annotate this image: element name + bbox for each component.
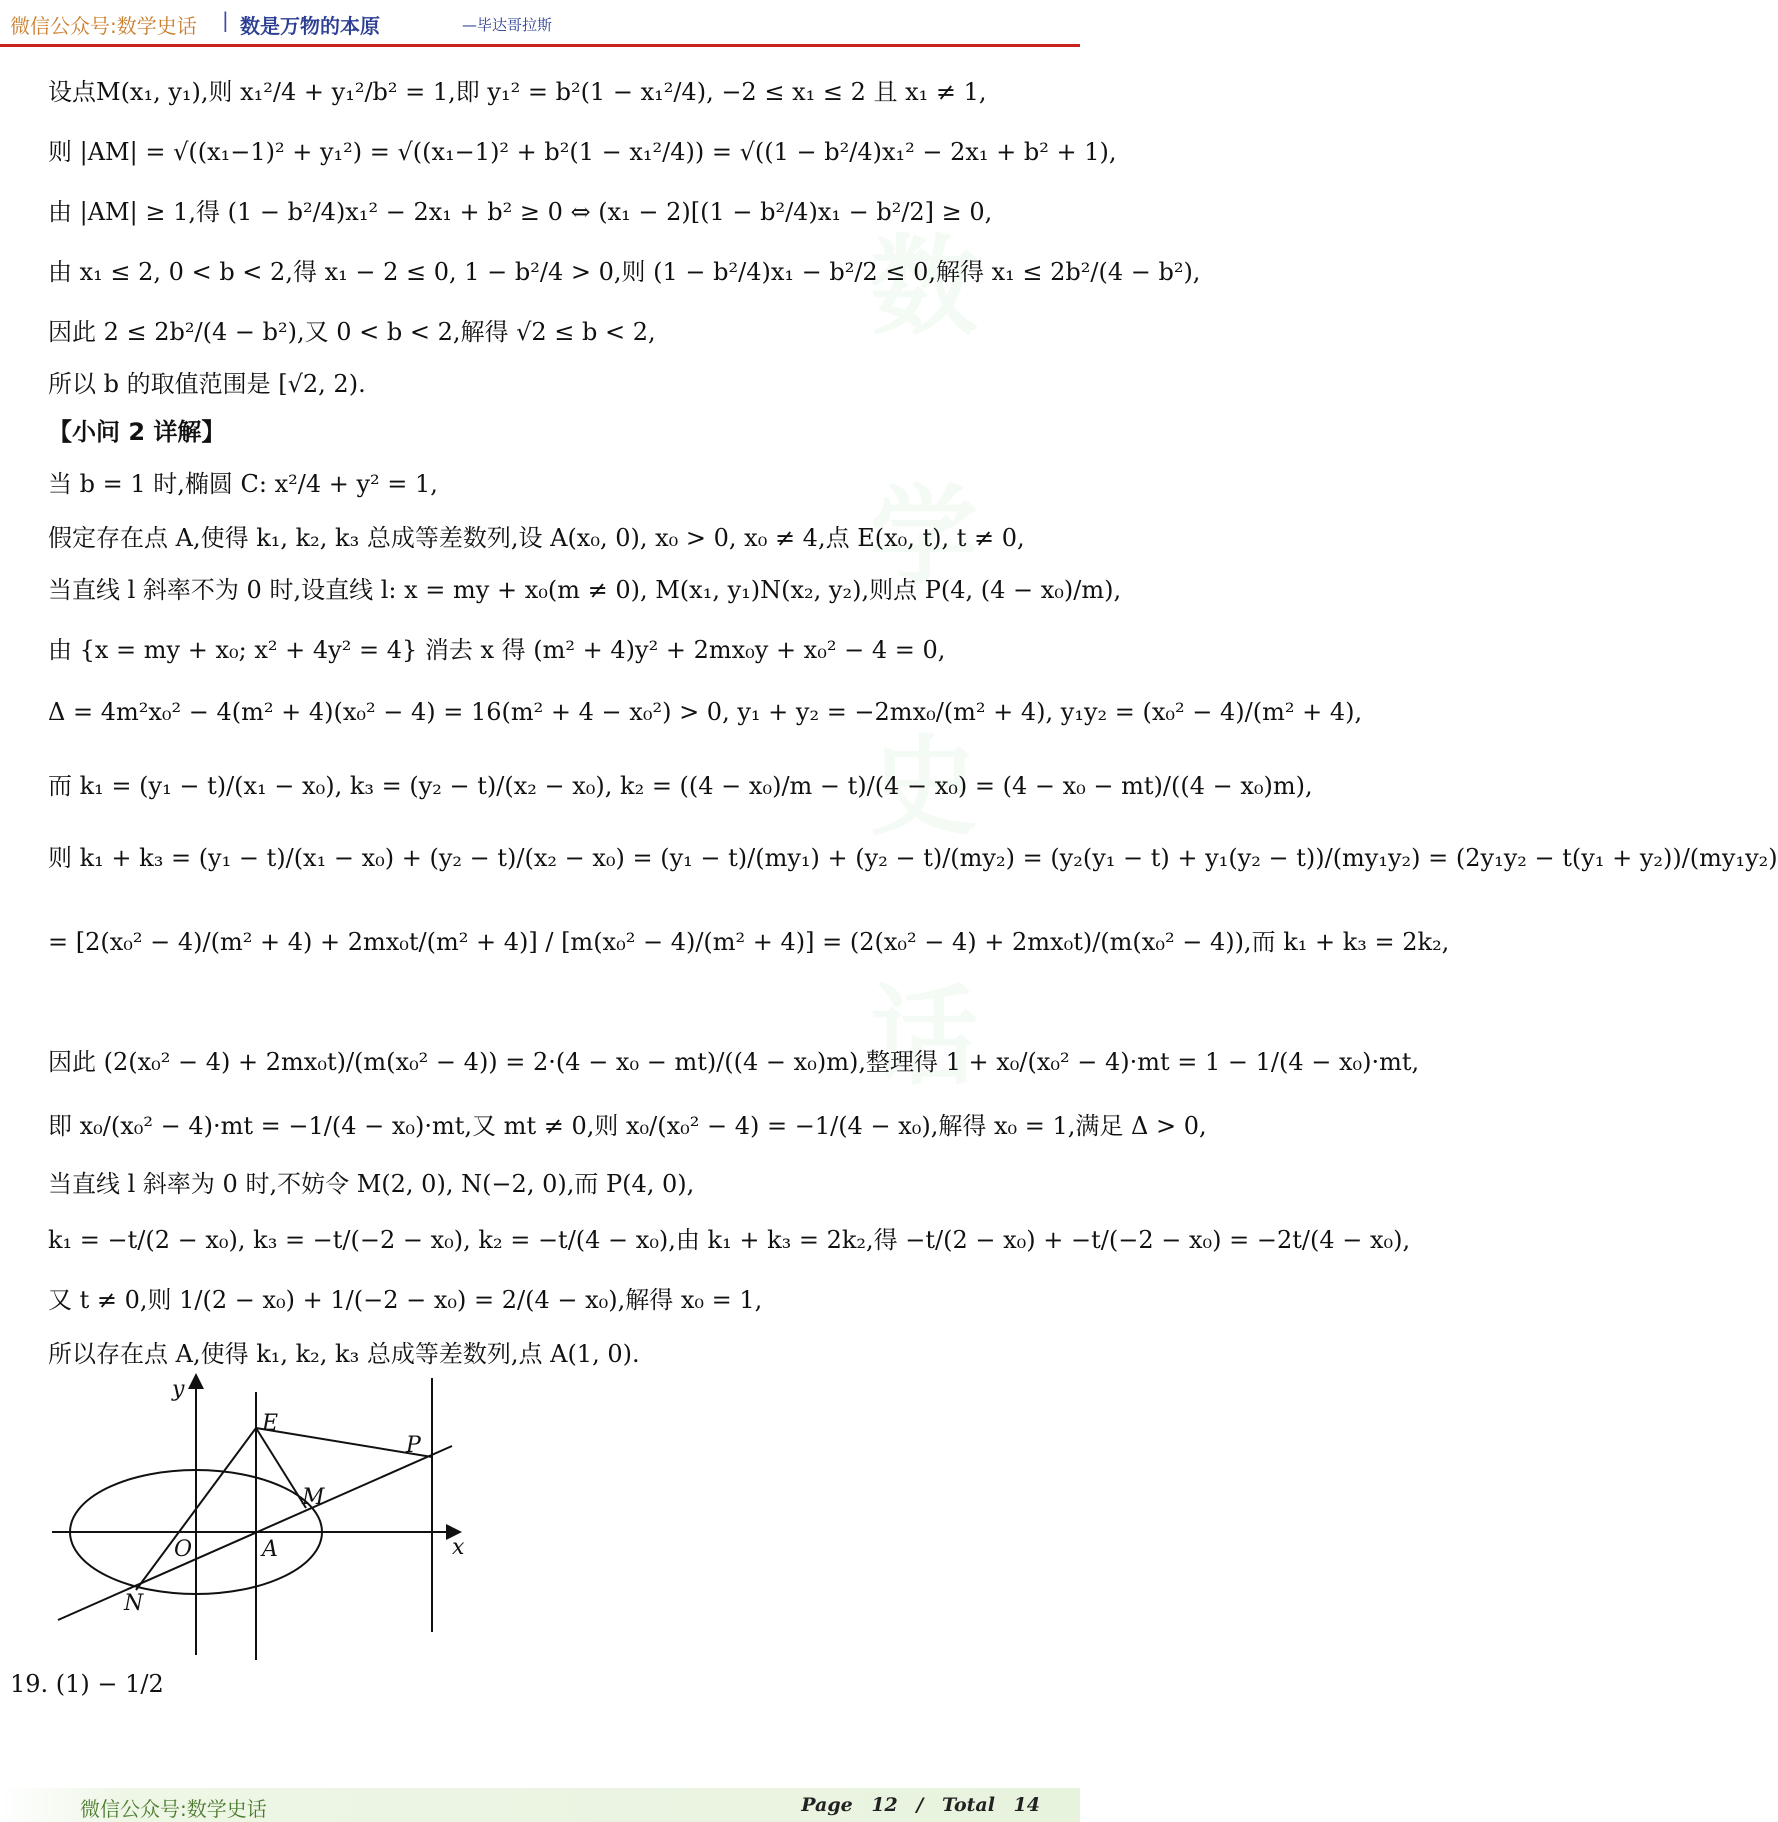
watermark-char: 史 bbox=[870, 725, 979, 850]
next-question: 19. (1) − 1/2 bbox=[10, 1670, 164, 1698]
label-x: x bbox=[452, 1535, 465, 1560]
section-heading: 【小问 2 详解】 bbox=[48, 418, 226, 446]
page-indicator bbox=[789, 1794, 1040, 1816]
solution-line: 设点M(x₁, y₁),则 x₁²/4 + y₁²/b² = 1,即 y₁² = b²(1 − x₁²/4), −2 ≤ x₁ ≤ 2 且 x₁ ≠ 1, bbox=[48, 78, 987, 106]
ellipse-diagram bbox=[40, 1370, 480, 1660]
page-label: Page bbox=[801, 1794, 853, 1816]
watermark-char: 数 bbox=[870, 225, 979, 350]
solution-line: 当直线 l 斜率为 0 时,不妨令 M(2, 0), N(−2, 0),而 P(4, 0), bbox=[48, 1170, 695, 1198]
label-E: E bbox=[262, 1411, 279, 1436]
solution-line: 当 b = 1 时,椭圆 C: x²/4 + y² = 1, bbox=[48, 470, 438, 498]
header-account: 微信公众号:数学史话 bbox=[10, 14, 197, 38]
header-title: 数是万物的本原 bbox=[240, 14, 380, 38]
label-A: A bbox=[262, 1537, 278, 1562]
solution-line: 由 |AM| ≥ 1,得 (1 − b²/4)x₁² − 2x₁ + b² ≥ 0 ⇔ (x₁ − 2)[(1 − b²/4)x₁ − b²/2] ≥ 0, bbox=[48, 198, 993, 226]
solution-line: 当直线 l 斜率不为 0 时,设直线 l: x = my + x₀(m ≠ 0), M(x₁, y₁)N(x₂, y₂),则点 P(4, (4 − x₀)/m), bbox=[48, 576, 1122, 604]
solution-line: 即 x₀/(x₀² − 4)·mt = −1/(4 − x₀)·mt,又 mt ≠ 0,则 x₀/(x₀² − 4) = −1/(4 − x₀),解得 x₀ = 1,满足 Δ > 0, bbox=[48, 1112, 1207, 1140]
page-number: 12 bbox=[871, 1794, 898, 1816]
solution-line: = [2(x₀² − 4)/(m² + 4) + 2mx₀t/(m² + 4)] / [m(x₀² − 4)/(m² + 4)] = (2(x₀² − 4) + 2mx₀t)/(m(x₀² − 4)),而 k₁ + k₃ = 2k₂, bbox=[48, 928, 1450, 956]
footer-account: 微信公众号:数学史话 bbox=[80, 1797, 267, 1821]
header-separator: | bbox=[222, 8, 229, 32]
solution-line: 因此 2 ≤ 2b²/(4 − b²),又 0 < b < 2,解得 √2 ≤ b < 2, bbox=[48, 318, 656, 346]
solution-line: 则 k₁ + k₃ = (y₁ − t)/(x₁ − x₀) + (y₂ − t)/(x₂ − x₀) = (y₁ − t)/(my₁) + (y₂ − t)/(my₂) = (y₂(y₁ − t) + y₁(y₂ − t))/(my₁y₂) = (2y₁y₂ − t(y₁ + y₂))/(my₁y₂) bbox=[48, 844, 1778, 872]
solution-line: 假定存在点 A,使得 k₁, k₂, k₃ 总成等差数列,设 A(x₀, 0), x₀ > 0, x₀ ≠ 4,点 E(x₀, t), t ≠ 0, bbox=[48, 524, 1025, 552]
solution-line: 又 t ≠ 0,则 1/(2 − x₀) + 1/(−2 − x₀) = 2/(4 − x₀),解得 x₀ = 1, bbox=[48, 1286, 763, 1314]
label-M: M bbox=[302, 1485, 325, 1510]
watermark-char: 话 bbox=[870, 975, 979, 1100]
label-P: P bbox=[406, 1433, 421, 1458]
solution-line: 则 |AM| = √((x₁−1)² + y₁²) = √((x₁−1)² + b²(1 − x₁²/4)) = √((1 − b²/4)x₁² − 2x₁ + b² + 1), bbox=[48, 138, 1117, 166]
solution-line: 因此 (2(x₀² − 4) + 2mx₀t)/(m(x₀² − 4)) = 2·(4 − x₀ − mt)/((4 − x₀)m),整理得 1 + x₀/(x₀² − 4)·mt = 1 − 1/(4 − x₀)·mt, bbox=[48, 1048, 1420, 1076]
solution-line: 所以存在点 A,使得 k₁, k₂, k₃ 总成等差数列,点 A(1, 0). bbox=[48, 1340, 640, 1368]
solution-line: Δ = 4m²x₀² − 4(m² + 4)(x₀² − 4) = 16(m² + 4 − x₀²) > 0, y₁ + y₂ = −2mx₀/(m² + 4), y₁y₂ = (x₀² − 4)/(m² + 4), bbox=[48, 698, 1363, 726]
watermark-char: 学 bbox=[870, 475, 979, 600]
solution-line: 而 k₁ = (y₁ − t)/(x₁ − x₀), k₃ = (y₂ − t)/(x₂ − x₀), k₂ = ((4 − x₀)/m − t)/(4 − x₀) = (4 − x₀ − mt)/((4 − x₀)m), bbox=[48, 772, 1313, 800]
header-author: —毕达哥拉斯 bbox=[462, 16, 553, 34]
segment-EM bbox=[256, 1428, 306, 1508]
page-slash: / bbox=[916, 1794, 924, 1816]
solution-line: k₁ = −t/(2 − x₀), k₃ = −t/(−2 − x₀), k₂ = −t/(4 − x₀),由 k₁ + k₃ = 2k₂,得 −t/(2 − x₀) + −t/(−2 − x₀) = −2t/(4 − x₀), bbox=[48, 1226, 1411, 1254]
page-footer bbox=[0, 1788, 1080, 1822]
label-y: y bbox=[172, 1377, 185, 1402]
solution-line: 由 x₁ ≤ 2, 0 < b < 2,得 x₁ − 2 ≤ 0, 1 − b²/4 > 0,则 (1 − b²/4)x₁ − b²/2 ≤ 0,解得 x₁ ≤ 2b²/(4 − b²), bbox=[48, 258, 1201, 286]
total-number: 14 bbox=[1013, 1794, 1040, 1816]
label-N: N bbox=[124, 1591, 144, 1616]
total-label: Total bbox=[941, 1794, 995, 1816]
solution-line: 由 {x = my + x₀; x² + 4y² = 4} 消去 x 得 (m² + 4)y² + 2mx₀y + x₀² − 4 = 0, bbox=[48, 636, 946, 664]
solution-line: 所以 b 的取值范围是 [√2, 2). bbox=[48, 370, 366, 398]
label-O: O bbox=[174, 1537, 193, 1562]
page-header bbox=[0, 0, 1080, 47]
